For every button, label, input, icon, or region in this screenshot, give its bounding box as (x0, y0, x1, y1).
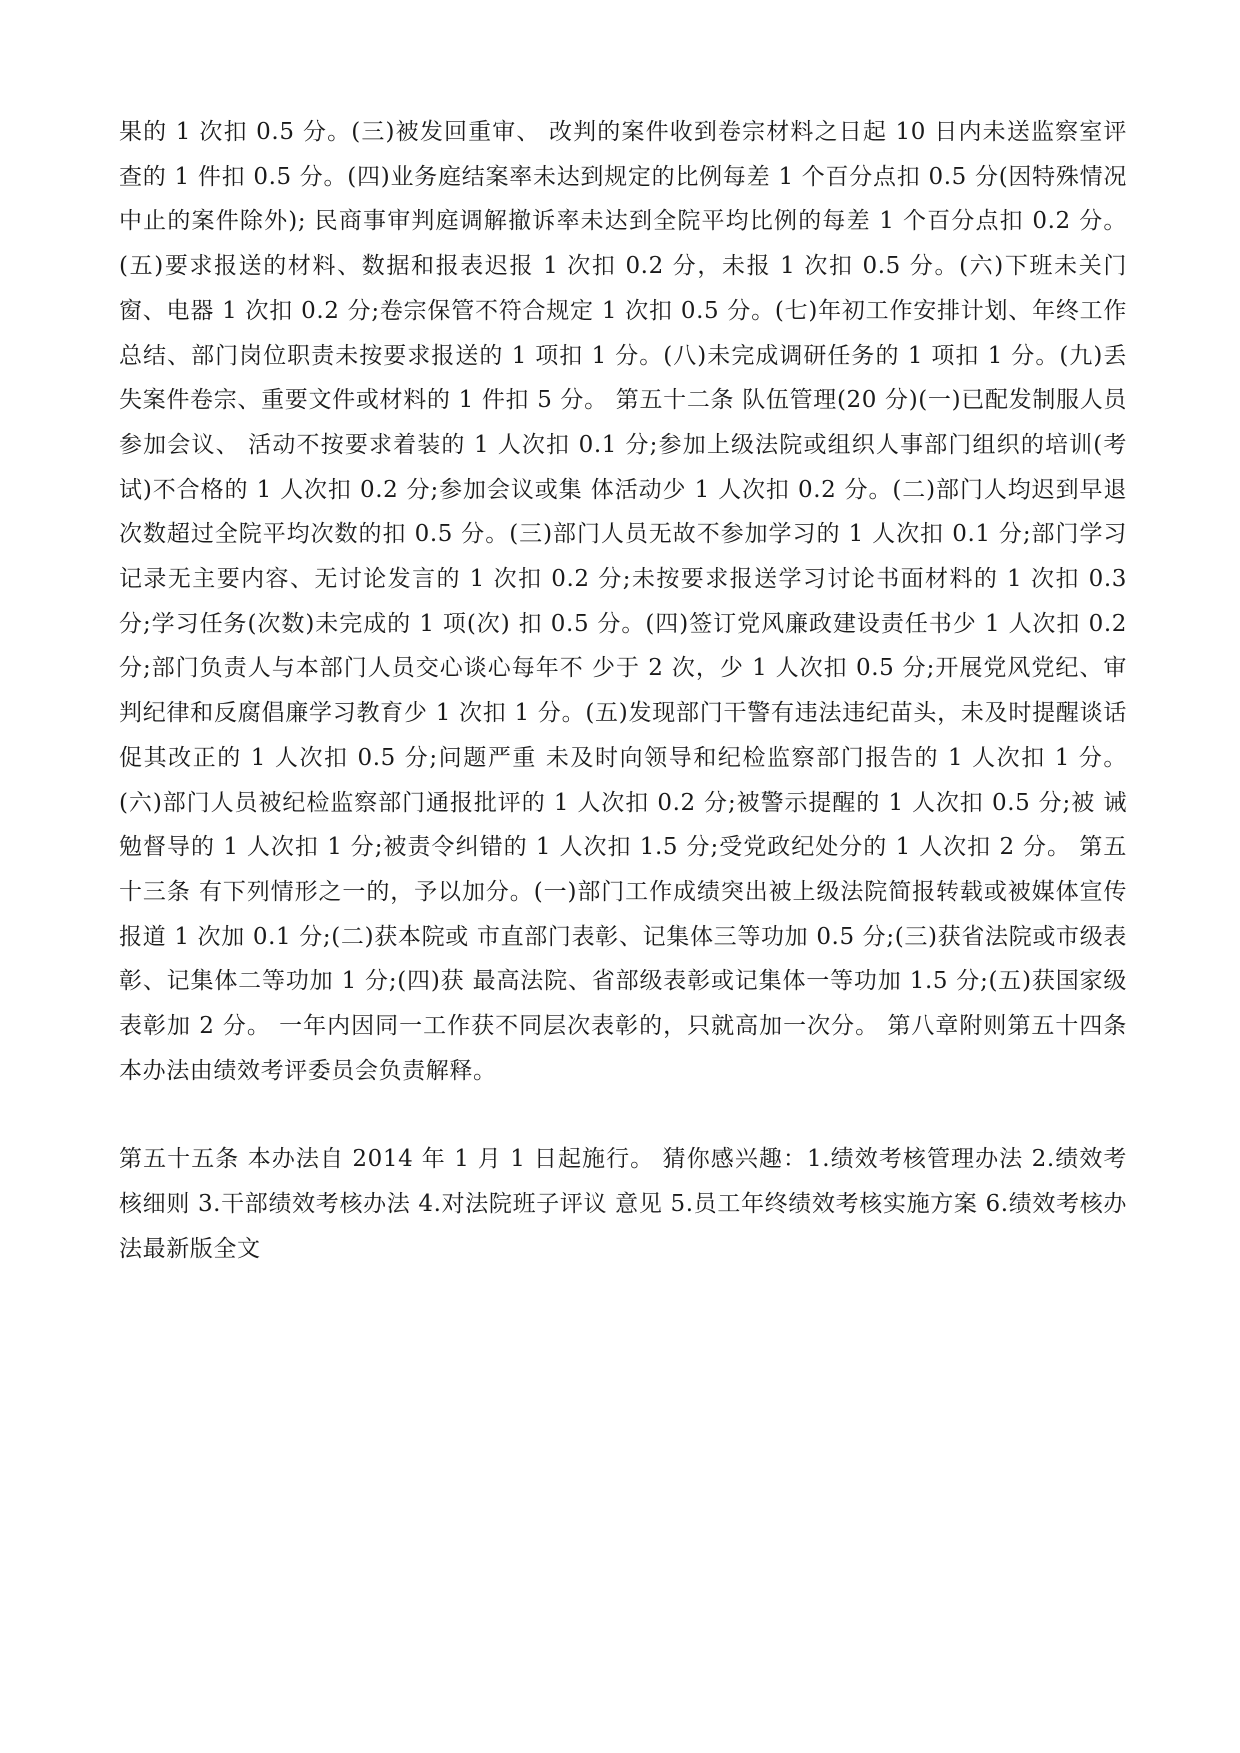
body-paragraph-2: 第五十五条 本办法自 2014 年 1 月 1 日起施行。 猜你感兴趣：1.绩效考核管理办法 2.绩效考核细则 3.干部绩效考核办法 4.对法院班子评议 意见 5.员工年终绩效考核实施方案 6.绩效考核办法最新版全文 (119, 1146, 1127, 1262)
document-body (119, 110, 1127, 1272)
body-paragraph-1: 果的 1 次扣 0.5 分。(三)被发回重审、 改判的案件收到卷宗材料之日起 10 日内未送监察室评查的 1 件扣 0.5 分。(四)业务庭结案率未达到规定的比例每差 1 个百分点扣 0.5 分(因特殊情况中止的案件除外); 民商事审判庭调解撤诉率未达到全院平均比例的每差 1 个百分点扣 0.2 分。(五)要求报送的材料、数据和报表迟报 1 次扣 0.2 分，未报 1 次扣 0.5 分。(六)下班未关门窗、电器 1 次扣 0.2 分;卷宗保管不符合规定 1 次扣 0.5 分。(七)年初工作安排计划、年终工作总结、部门岗位职责未按要求报送的 1 项扣 1 分。(八)未完成调研任务的 1 项扣 1 分。(九)丢失案件卷宗、重要文件或材料的 1 件扣 5 分。 第五十二条 队伍管理(20 分)(一)已配发制服人员参加会议、 活动不按要求着装的 1 人次扣 0.1 分;参加上级法院或组织人事部门组织的培训(考试)不合格的 1 人次扣 0.2 分;参加会议或集 体活动少 1 人次扣 0.2 分。(二)部门人均迟到早退次数超过全院平均次数的扣 0.5 分。(三)部门人员无故不参加学习的 1 人次扣 0.1 分;部门学习记录无主要内容、无讨论发言的 1 次扣 0.2 分;未按要求报送学习讨论书面材料的 1 次扣 0.3 分;学习任务(次数)未完成的 1 项(次) 扣 0.5 分。(四)签订党风廉政建设责任书少 1 人次扣 0.2 分;部门负责人与本部门人员交心谈心每年不 少于 2 次，少 1 人次扣 0.5 分;开展党风党纪、审判纪律和反腐倡廉学习教育少 1 次扣 1 分。(五)发现部门干警有违法违纪苗头，未及时提醒谈话促其改正的 1 人次扣 0.5 分;问题严重 未及时向领导和纪检监察部门报告的 1 人次扣 1 分。(六)部门人员被纪检监察部门通报批评的 1 人次扣 0.2 分;被警示提醒的 1 人次扣 0.5 分;被 诫勉督导的 1 人次扣 1 分;被责令纠错的 1 人次扣 1.5 分;受党政纪处分的 1 人次扣 2 分。 第五十三条 有下列情形之一的，予以加分。(一)部门工作成绩突出被上级法院简报转载或被媒体宣传报道 1 次加 0.1 分;(二)获本院或 市直部门表彰、记集体三等功加 0.5 分;(三)获省法院或市级表彰、记集体二等功加 1 分;(四)获 最高法院、省部级表彰或记集体一等功加 1.5 分;(五)获国家级表彰加 2 分。 一年内因同一工作获不同层次表彰的，只就高加一次分。 第八章附则第五十四条 本办法由绩效考评委员会负责解释。 (119, 119, 1127, 1084)
paragraph-spacer (119, 1093, 1127, 1137)
